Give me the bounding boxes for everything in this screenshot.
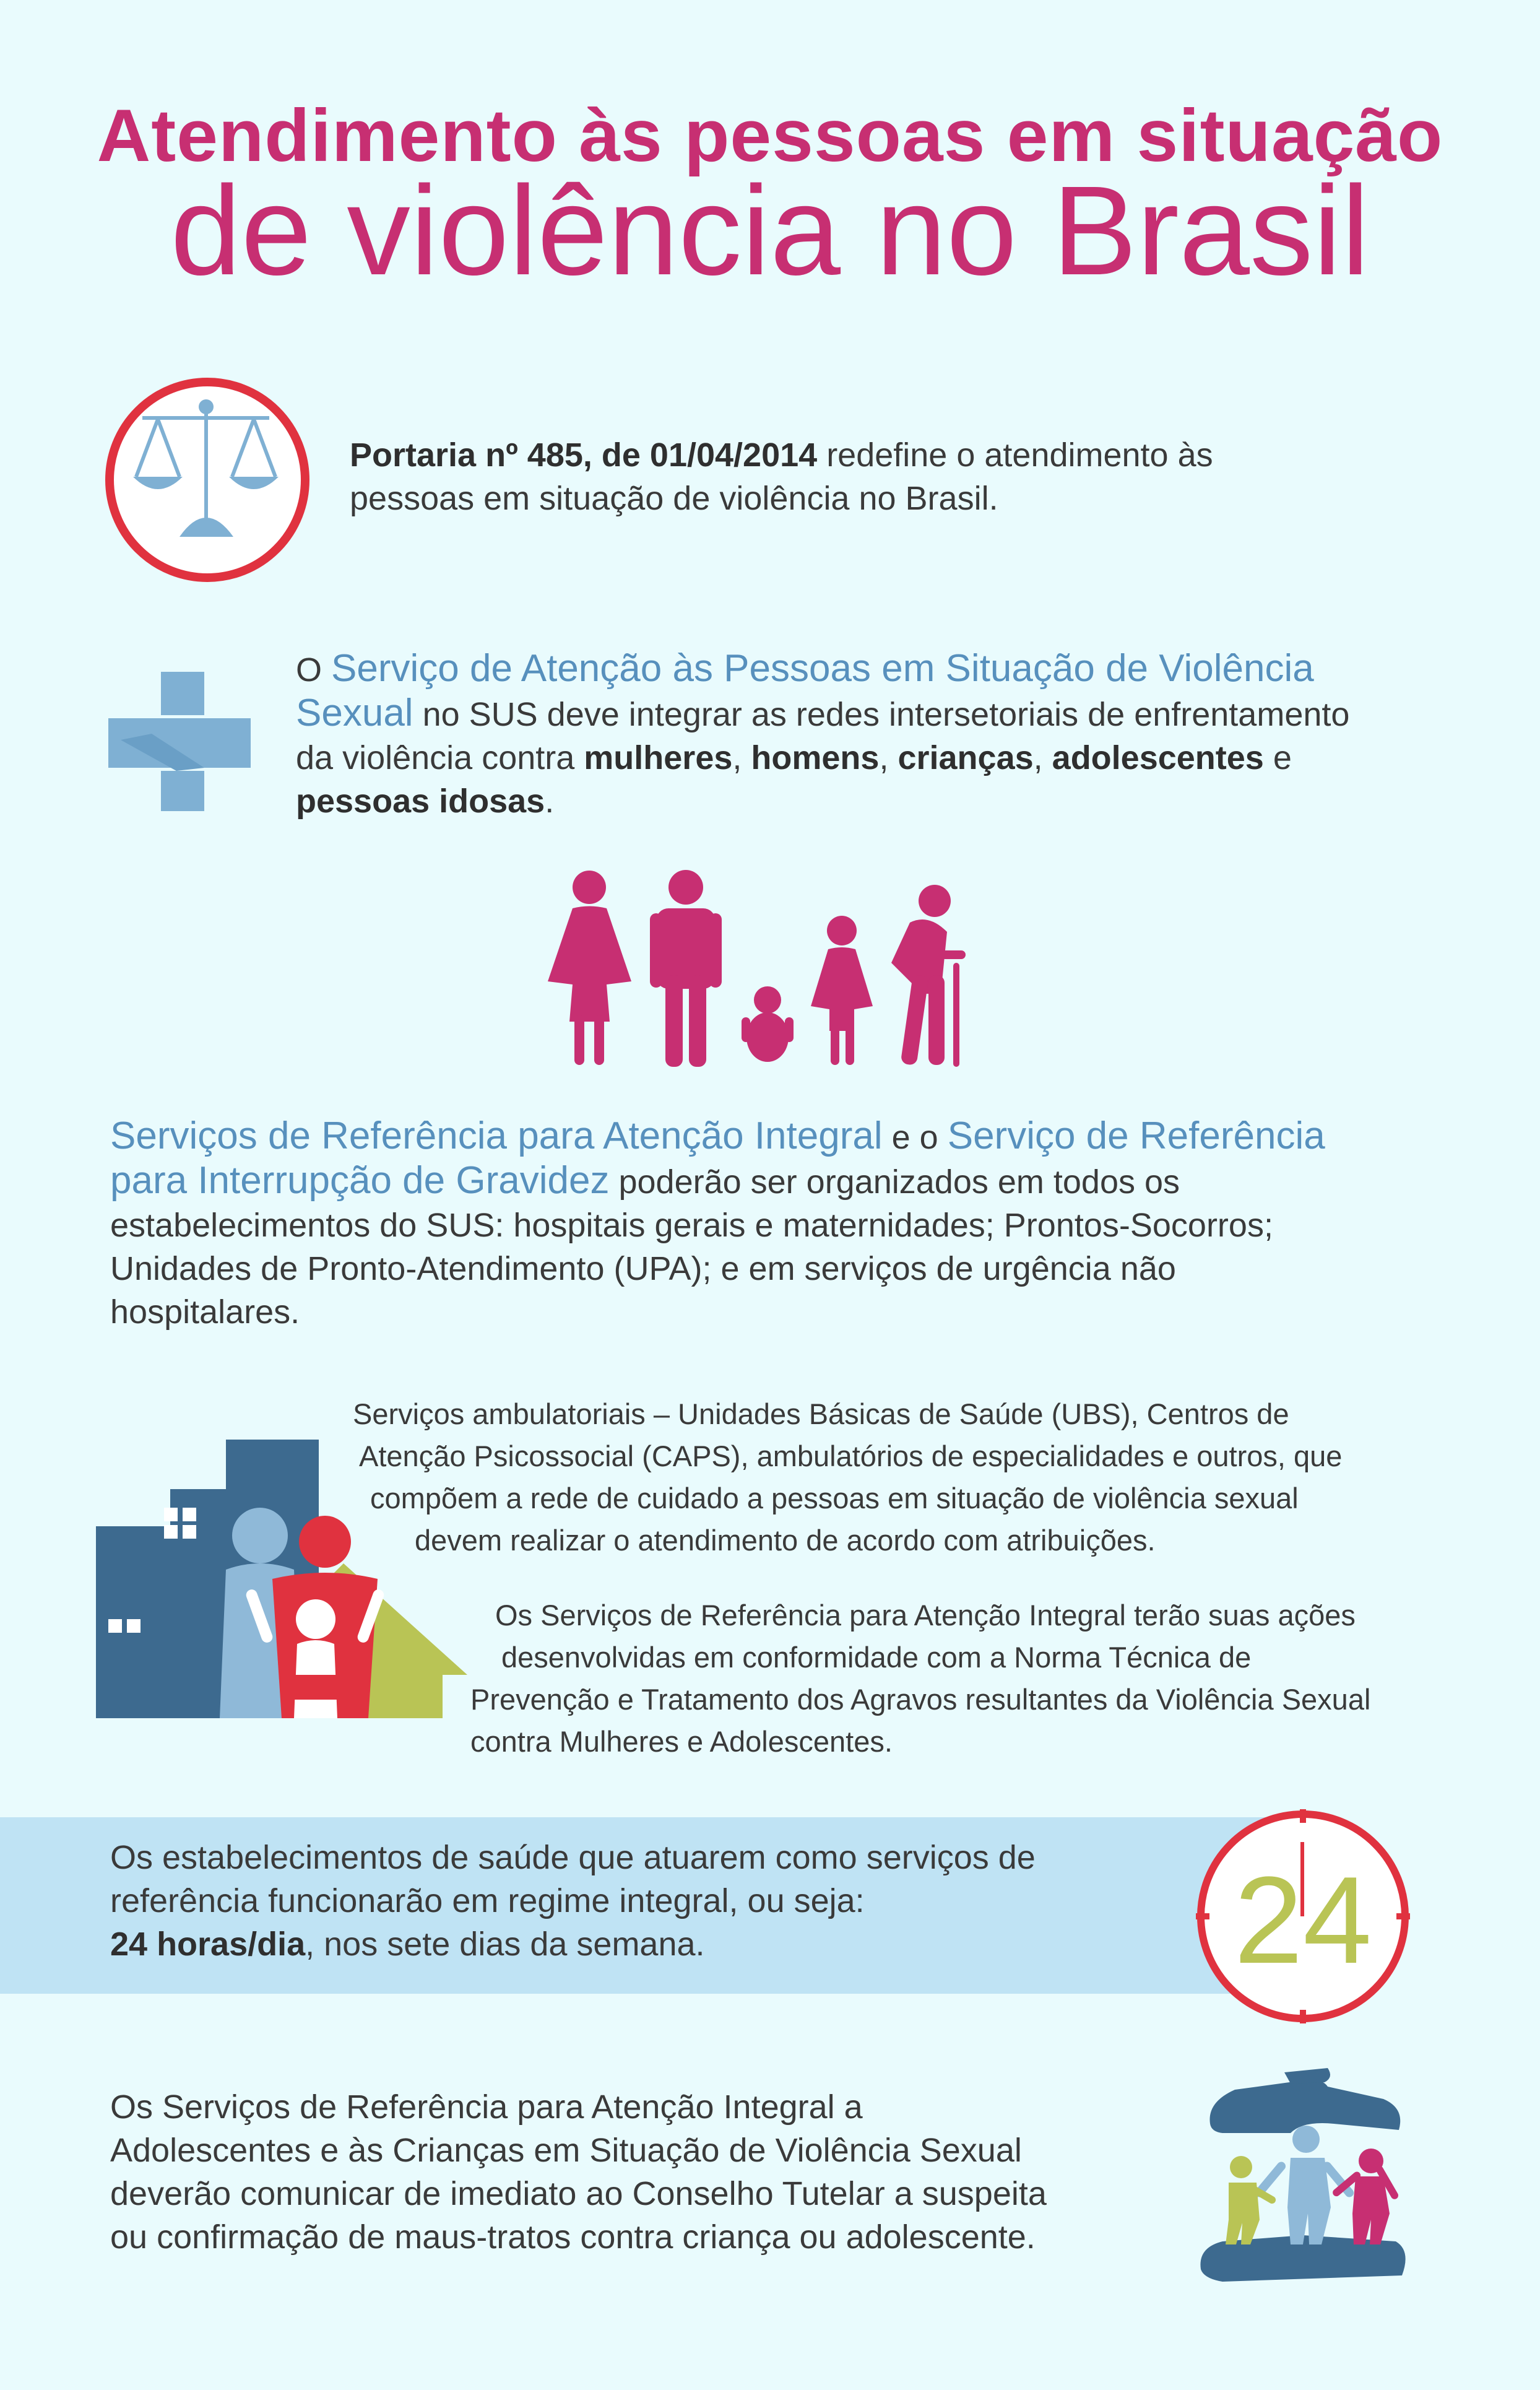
ambulatorio-line-1: Serviços ambulatoriais – Unidades Básicas de Saúde (UBS), Centros de: [353, 1397, 1289, 1430]
girl-icon: [811, 916, 873, 1065]
portaria-text: [350, 433, 1464, 520]
woman-icon: [548, 871, 631, 1065]
baby-icon: [742, 986, 794, 1062]
servico-adolescentes: adolescentes: [1052, 739, 1264, 776]
horario-rest: , nos sete dias da semana.: [305, 1926, 705, 1963]
horario-bold: 24 horas/dia: [110, 1926, 306, 1963]
clock-number: 24: [1234, 1851, 1372, 1989]
servico-highlight-1: Serviço de Atenção às Pessoas em Situação de Violência: [331, 647, 1314, 690]
portaria-rest: redefine o atendimento às: [817, 437, 1213, 474]
conselho-text: [110, 2085, 1224, 2259]
scales-of-justice-icon: [102, 375, 313, 585]
referencia-text: [110, 1115, 1503, 1334]
norma-line-1: Os Serviços de Referência para Atenção Integral terão suas ações: [495, 1599, 1356, 1632]
servico-mulheres: mulheres: [584, 739, 733, 776]
referencia-line-3: estabelecimentos do SUS: hospitais gerais e maternidades; Prontos-Socorros;: [110, 1207, 1273, 1244]
referencia-line-4: Unidades de Pronto-Atendimento (UPA); e em serviços de urgência não: [110, 1250, 1176, 1287]
servico-line3-end: e: [1263, 739, 1292, 776]
norma-line-4: contra Mulheres e Adolescentes.: [470, 1725, 893, 1758]
ambulatorio-line-3: compõem a rede de cuidado a pessoas em situação de violência sexual: [370, 1482, 1299, 1514]
horario-line-2: referência funcionarão em regime integral, ou seja:: [110, 1882, 865, 1919]
conselho-line-1: Os Serviços de Referência para Atenção Integral a: [110, 2088, 863, 2126]
norma-text: [470, 1594, 1523, 1763]
sep-1: ,: [732, 739, 751, 776]
horario-line-1: Os estabelecimentos de saúde que atuarem como serviços de: [110, 1839, 1036, 1876]
servico-criancas: crianças: [898, 739, 1034, 776]
servico-prefix: O: [296, 651, 332, 689]
servico-period: .: [545, 783, 555, 820]
people-row: [545, 870, 990, 1068]
title-line-2: de violência no Brasil: [170, 160, 1370, 302]
elderly-icon: [891, 885, 966, 1067]
protecting-hands-icon: [1198, 2065, 1408, 2288]
servico-idosas: pessoas idosas: [296, 783, 545, 820]
referencia-highlight-1: Serviços de Referência para Atenção Integral: [110, 1115, 883, 1157]
man-icon: [650, 870, 722, 1067]
servico-line3-start: da violência contra: [296, 739, 584, 776]
referencia-highlight-2b: para Interrupção de Gravidez: [110, 1159, 610, 1202]
ambulatorio-line-4: devem realizar o atendimento de acordo com atribuições.: [415, 1524, 1156, 1557]
clock-24h-icon: [1195, 1808, 1411, 2025]
norma-line-3: Prevenção e Tratamento dos Agravos resultantes da Violência Sexual: [470, 1683, 1371, 1716]
referencia-highlight-2a: Serviço de Referência: [947, 1115, 1325, 1157]
portaria-line-2: pessoas em situação de violência no Brasil.: [350, 480, 998, 517]
conselho-line-2: Adolescentes e às Crianças em Situação de Violência Sexual: [110, 2132, 1022, 2169]
conselho-line-4: ou confirmação de maus-tratos contra criança ou adolescente.: [110, 2218, 1036, 2256]
norma-line-2: desenvolvidas em conformidade com a Norma Técnica de: [501, 1641, 1252, 1674]
ambulatorio-text: [334, 1393, 1510, 1562]
horario-text: [110, 1836, 1255, 1966]
sep-2: ,: [879, 739, 898, 776]
title-line-1: Atendimento às pessoas em situação: [97, 94, 1443, 177]
servico-text: [296, 647, 1503, 823]
conselho-line-3: deverão comunicar de imediato ao Conselho Tutelar a suspeita: [110, 2175, 1047, 2212]
sep-3: ,: [1033, 739, 1052, 776]
referencia-line-5: hospitalares.: [110, 1293, 300, 1331]
health-cross-icon: [108, 672, 251, 811]
referencia-rest-2: poderão ser organizados em todos os: [609, 1163, 1180, 1201]
portaria-bold: Portaria nº 485, de 01/04/2014: [350, 437, 818, 474]
servico-rest-2: no SUS deve integrar as redes intersetoriais de enfrentamento: [413, 696, 1350, 733]
referencia-connector: e o: [882, 1119, 948, 1156]
servico-homens: homens: [751, 739, 880, 776]
servico-highlight-2: Sexual: [296, 692, 413, 734]
ambulatorio-line-2: Atenção Psicossocial (CAPS), ambulatórios de especialidades e outros, que: [359, 1440, 1343, 1472]
